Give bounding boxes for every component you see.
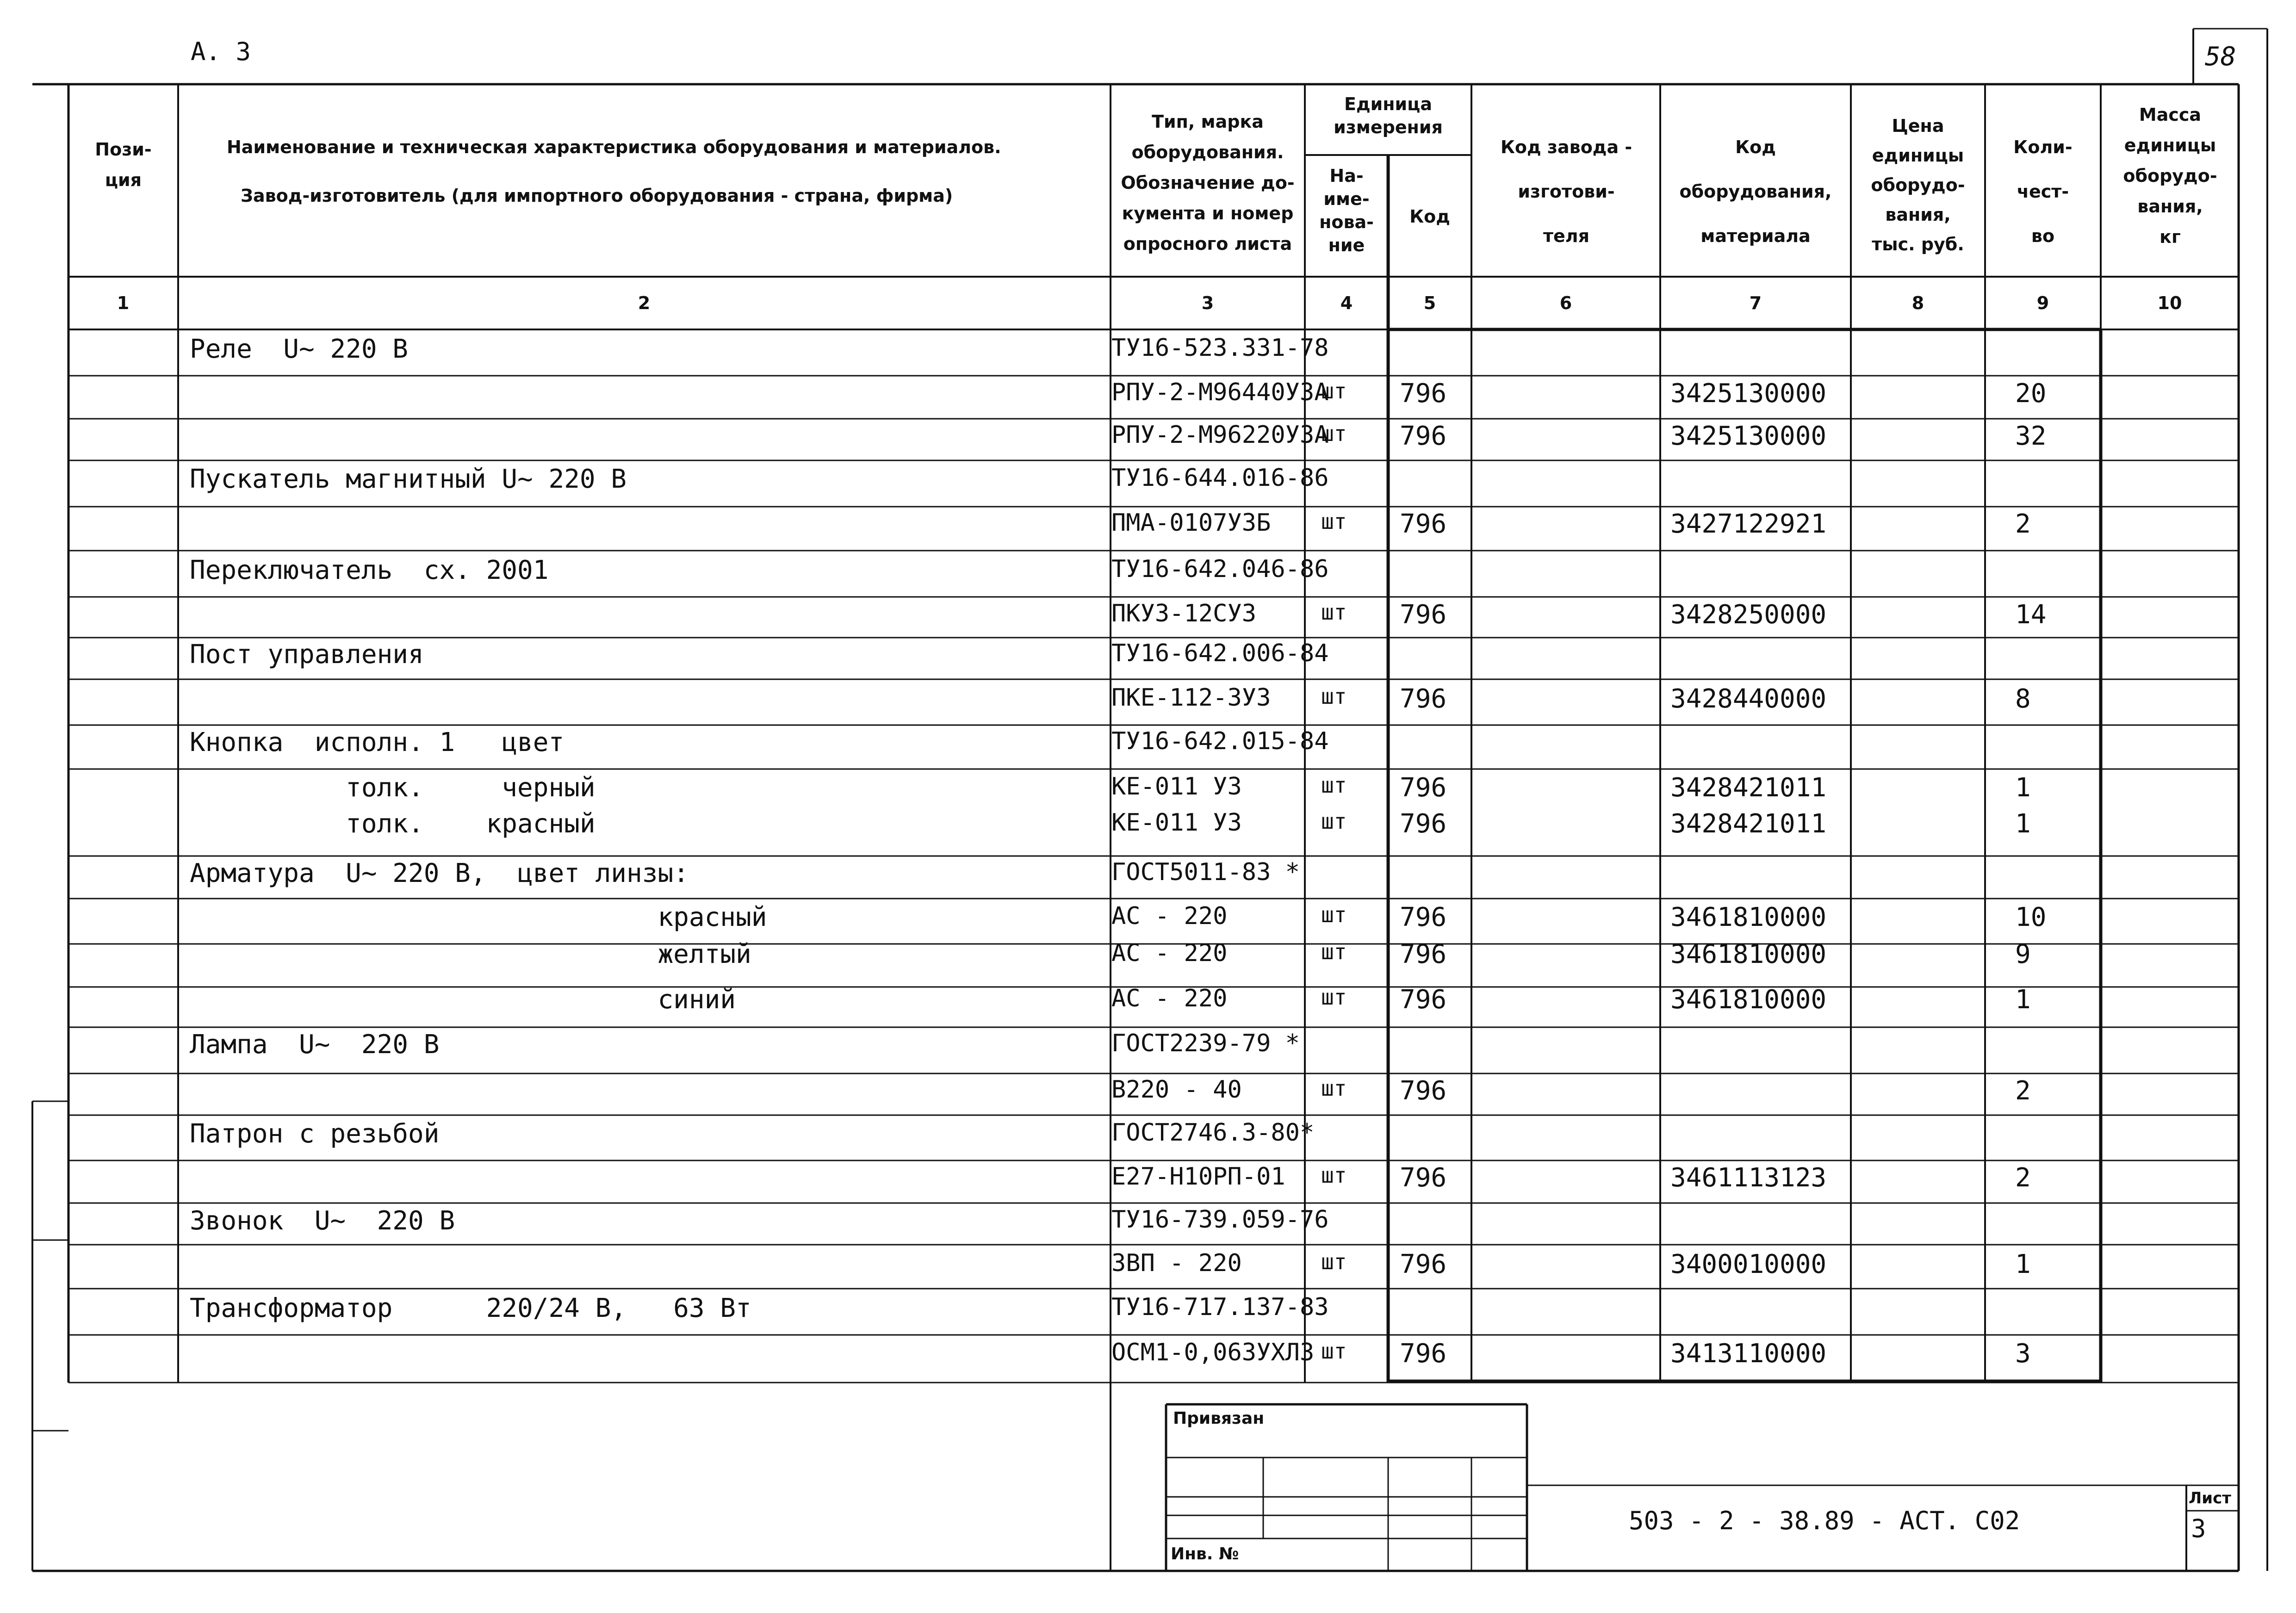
row-equipment-code: 3428421011 — [1670, 773, 1827, 803]
page-number: 58 — [2205, 42, 2236, 72]
row-unit-name: шт — [1321, 939, 1347, 964]
row-equipment-code: 3428440000 — [1670, 684, 1827, 714]
row-unit-name: шт — [1321, 600, 1347, 625]
row-quantity: 1 — [2015, 985, 2031, 1015]
row-unit-name: шт — [1321, 1163, 1347, 1188]
column-number: 3 — [1201, 293, 1214, 313]
row-type-mark: ГОСТ5011-83 * — [1111, 858, 1300, 886]
document-code: 503 - 2 - 38.89 - АСТ. С02 — [1629, 1506, 2020, 1535]
row-unit-name: шт — [1321, 684, 1347, 709]
row-unit-name: шт — [1321, 902, 1347, 927]
header-unit-name: На- име- нова- ние — [1319, 166, 1374, 255]
row-type-mark: Е27-Н10РП-01 — [1111, 1163, 1285, 1191]
header-mass: Масса единицы оборудо- вания, кг — [2123, 105, 2217, 247]
sheet-number: 3 — [2191, 1514, 2206, 1543]
row-type-mark: АС - 220 — [1111, 939, 1228, 967]
stamp-bound-label: Привязан — [1173, 1409, 1265, 1428]
column-number: 2 — [638, 293, 651, 313]
row-type-mark: ТУ16-644.016-86 — [1111, 464, 1329, 492]
row-quantity: 1 — [2015, 773, 2031, 803]
header-type: Тип, марка оборудования. Обозначение до- кумента и номер опросного листа — [1121, 112, 1295, 254]
row-name: Пост управления — [190, 639, 424, 670]
row-type-mark: В220 - 40 — [1111, 1076, 1242, 1104]
row-unit-code: 796 — [1400, 773, 1447, 803]
header-quantity: Коли- чест- во — [2013, 137, 2073, 246]
row-unit-name: шт — [1321, 1076, 1347, 1101]
row-quantity: 2 — [2015, 509, 2031, 539]
row-type-mark: ПКЕ-112-3УЗ — [1111, 684, 1271, 712]
row-unit-name: шт — [1321, 809, 1347, 834]
row-type-mark: АС - 220 — [1111, 985, 1228, 1012]
row-type-mark: РПУ-2-М96220УЗА — [1111, 421, 1329, 449]
row-quantity: 2 — [2015, 1163, 2031, 1193]
row-type-mark: ОСМ1-0,063УХЛ3 — [1111, 1339, 1315, 1366]
row-unit-code: 796 — [1400, 809, 1447, 839]
row-quantity: 8 — [2015, 684, 2031, 714]
row-unit-name: шт — [1321, 773, 1347, 798]
row-unit-name: шт — [1321, 985, 1347, 1010]
column-number: 5 — [1423, 293, 1436, 313]
row-quantity: 9 — [2015, 939, 2031, 969]
column-number: 6 — [1559, 293, 1572, 313]
stamp-inventory-label: Инв. № — [1171, 1545, 1239, 1563]
row-name: синий — [190, 985, 736, 1015]
row-type-mark: ТУ16-642.046-86 — [1111, 555, 1329, 583]
row-type-mark: ТУ16-739.059-76 — [1111, 1206, 1329, 1234]
row-equipment-code: 3461113123 — [1670, 1163, 1827, 1193]
column-number: 1 — [117, 293, 130, 313]
column-number: 8 — [1911, 293, 1924, 313]
column-number: 9 — [2036, 293, 2049, 313]
row-type-mark: КЕ-011 УЗ — [1111, 809, 1242, 837]
row-quantity: 1 — [2015, 1249, 2031, 1279]
sheet-label: Лист — [2189, 1489, 2231, 1508]
row-unit-code: 796 — [1400, 902, 1447, 932]
row-unit-name: шт — [1321, 421, 1347, 446]
row-unit-code: 796 — [1400, 600, 1447, 630]
row-quantity: 10 — [2015, 902, 2047, 932]
row-name: желтый — [190, 939, 751, 969]
row-name: Трансформатор 220/24 В, 63 Вт — [190, 1293, 751, 1323]
top-label: А. 3 — [191, 37, 251, 66]
row-unit-code: 796 — [1400, 1249, 1447, 1279]
header-unit-code: Код — [1409, 206, 1450, 227]
row-type-mark: ПМА-0107УЗБ — [1111, 509, 1271, 537]
row-quantity: 1 — [2015, 809, 2031, 839]
header-price: Цена единицы оборудо- вания, тыс. руб. — [1871, 116, 1965, 254]
header-name-line1: Наименование и техническая характеристика оборудования и материалов. — [227, 137, 1001, 157]
row-unit-code: 796 — [1400, 509, 1447, 539]
row-equipment-code: 3413110000 — [1670, 1339, 1827, 1369]
row-name: толк. красный — [190, 809, 596, 839]
row-name: Звонок U~ 220 В — [190, 1206, 455, 1236]
row-name: Лампа U~ 220 В — [190, 1030, 440, 1060]
row-type-mark: ТУ16-642.006-84 — [1111, 639, 1329, 667]
row-name: Патрон с резьбой — [190, 1119, 440, 1149]
row-equipment-code: 3461810000 — [1670, 902, 1827, 932]
row-quantity: 14 — [2015, 600, 2047, 630]
row-quantity: 3 — [2015, 1339, 2031, 1369]
row-unit-code: 796 — [1400, 985, 1447, 1015]
row-quantity: 32 — [2015, 421, 2047, 451]
row-equipment-code: 3428421011 — [1670, 809, 1827, 839]
row-unit-code: 796 — [1400, 421, 1447, 451]
header-equipment-code: Код оборудования, материала — [1679, 137, 1832, 246]
row-unit-code: 796 — [1400, 378, 1447, 409]
header-unit-group: Единица измерения — [1334, 94, 1443, 137]
row-quantity: 20 — [2015, 378, 2047, 409]
header-factory-code: Код завода - изготови- теля — [1500, 137, 1632, 246]
row-name: толк. черный — [190, 773, 596, 803]
row-type-mark: ТУ16-717.137-83 — [1111, 1293, 1329, 1321]
header-name-line2: Завод-изготовитель (для импортного оборудования - страна, фирма) — [241, 186, 953, 206]
column-number: 7 — [1749, 293, 1762, 313]
row-equipment-code: 3461810000 — [1670, 985, 1827, 1015]
row-name: Пускатель магнитный U~ 220 В — [190, 464, 627, 494]
row-equipment-code: 3425130000 — [1670, 378, 1827, 409]
row-unit-code: 796 — [1400, 1076, 1447, 1106]
row-unit-name: шт — [1321, 1249, 1347, 1274]
row-unit-code: 796 — [1400, 939, 1447, 969]
row-name: Арматура U~ 220 В, цвет линзы: — [190, 858, 689, 888]
row-unit-name: шт — [1321, 378, 1347, 403]
row-type-mark: ТУ16-523.331-78 — [1111, 334, 1329, 362]
row-type-mark: КЕ-011 УЗ — [1111, 773, 1242, 800]
row-type-mark: ПКУЗ-12СУЗ — [1111, 600, 1257, 627]
row-name: Реле U~ 220 В — [190, 334, 409, 364]
row-name: Переключатель сх. 2001 — [190, 555, 549, 585]
row-equipment-code: 3461810000 — [1670, 939, 1827, 969]
row-unit-code: 796 — [1400, 1163, 1447, 1193]
row-type-mark: ГОСТ2746.3-80* — [1111, 1119, 1315, 1147]
row-quantity: 2 — [2015, 1076, 2031, 1106]
row-unit-code: 796 — [1400, 684, 1447, 714]
row-type-mark: ГОСТ2239-79 * — [1111, 1030, 1300, 1057]
row-type-mark: АС - 220 — [1111, 902, 1228, 930]
row-name: Кнопка исполн. 1 цвет — [190, 727, 565, 757]
row-equipment-code: 3427122921 — [1670, 509, 1827, 539]
row-unit-code: 796 — [1400, 1339, 1447, 1369]
row-name: красный — [190, 902, 767, 932]
row-unit-name: шт — [1321, 509, 1347, 534]
row-unit-name: шт — [1321, 1339, 1347, 1364]
row-type-mark: ЗВП - 220 — [1111, 1249, 1242, 1277]
row-type-mark: ТУ16-642.015-84 — [1111, 727, 1329, 755]
row-equipment-code: 3425130000 — [1670, 421, 1827, 451]
row-type-mark: РПУ-2-М96440УЗА — [1111, 378, 1329, 406]
row-equipment-code: 3428250000 — [1670, 600, 1827, 630]
row-equipment-code: 3400010000 — [1670, 1249, 1827, 1279]
column-number: 4 — [1340, 293, 1353, 313]
column-number: 10 — [2157, 293, 2182, 313]
header-position: Пози- ция — [95, 139, 152, 190]
